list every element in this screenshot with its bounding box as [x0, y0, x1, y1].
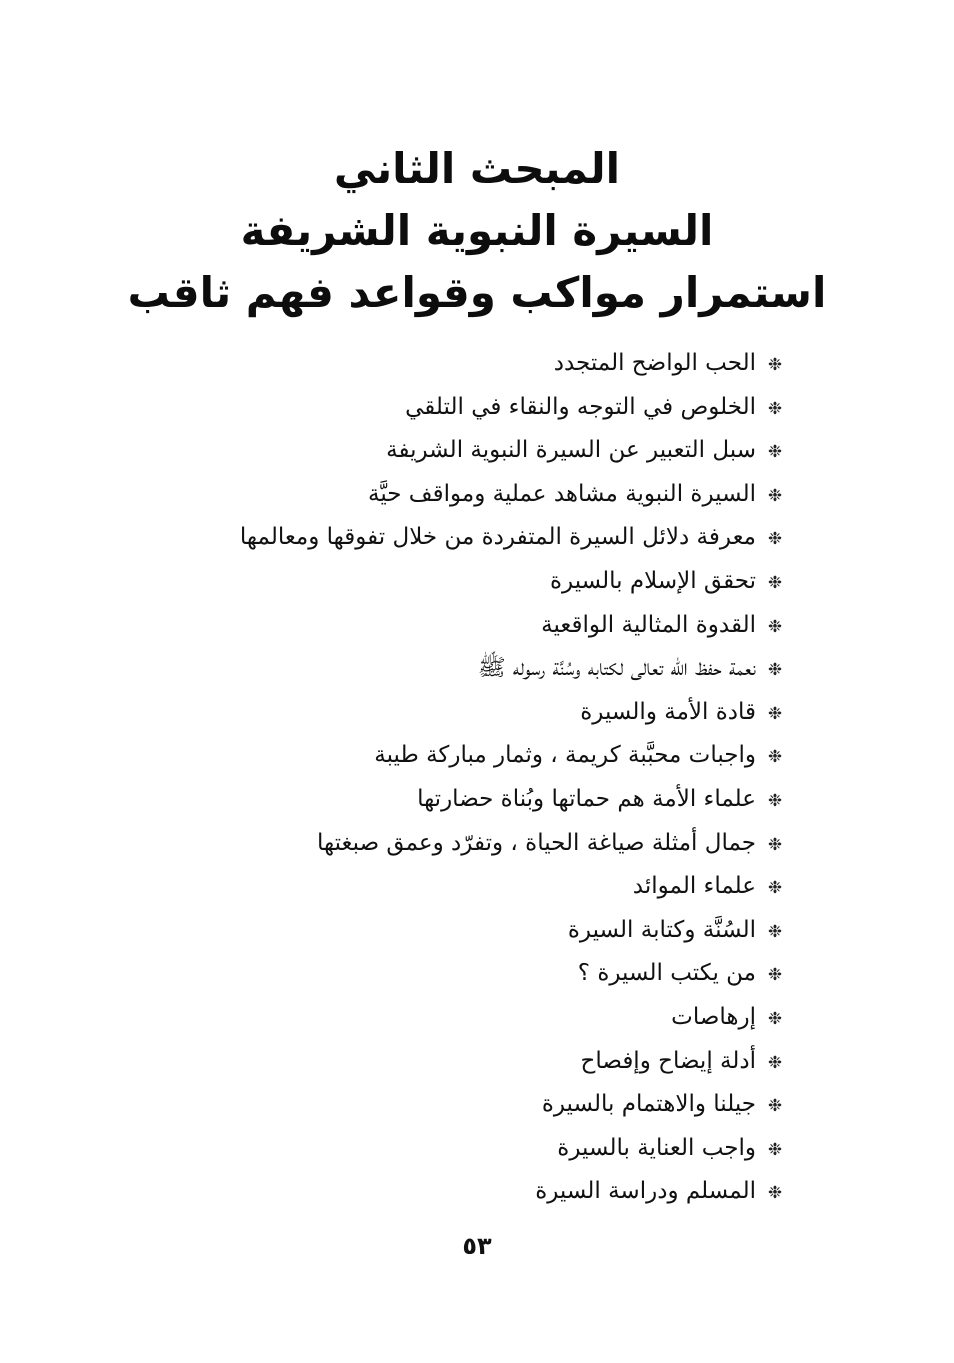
asterism-bullet-icon: ❉	[767, 965, 783, 986]
heading-line-1: المبحث الثاني	[333, 144, 621, 193]
list-item	[166, 473, 786, 517]
asterism-bullet-icon: ❉	[767, 1183, 783, 1204]
list-item	[166, 604, 786, 648]
list-item-text: واجب العناية بالسيرة	[557, 1134, 756, 1161]
asterism-bullet-icon: ❉	[767, 878, 783, 899]
heading-line-2: السيرة النبوية الشريفة	[240, 206, 714, 255]
list-item-text: الخلوص في التوجه والنقاء في التلقي	[405, 393, 756, 420]
asterism-bullet-icon: ❉	[767, 1052, 783, 1073]
list-item-text: جيلنا والاهتمام بالسيرة	[541, 1091, 756, 1118]
list-item	[166, 734, 786, 778]
asterism-bullet-icon: ❉	[767, 921, 783, 942]
list-item	[166, 865, 786, 909]
list-item-text: معرفة دلائل السيرة المتفردة من خلال تفوقها ومعالمها	[239, 524, 756, 551]
chapter-heading	[0, 138, 954, 324]
asterism-bullet-icon: ❉	[767, 1139, 783, 1160]
list-item-text: الحب الواضح المتجدد	[553, 350, 756, 376]
list-item-text: السُنَّة وكتابة السيرة	[567, 916, 756, 943]
asterism-bullet-icon: ❉	[767, 1096, 783, 1117]
asterism-bullet-icon: ❉	[767, 529, 783, 550]
list-item-text: إرهاصات	[671, 1003, 756, 1030]
asterism-bullet-icon: ❉	[767, 616, 783, 637]
list-item	[166, 909, 786, 953]
asterism-bullet-icon: ❉	[767, 660, 783, 681]
list-item-text: علماء الموائد	[632, 873, 756, 900]
list-item	[166, 1040, 786, 1084]
list-item-text: قادة الأمة والسيرة	[580, 698, 756, 725]
asterism-bullet-icon: ❉	[767, 790, 783, 811]
list-item	[166, 429, 786, 473]
list-item-text: أدلة إيضاح وإفصاح	[580, 1047, 756, 1074]
list-item	[166, 560, 786, 604]
asterism-bullet-icon: ❉	[767, 572, 783, 593]
list-item	[166, 516, 786, 560]
asterism-bullet-icon: ❉	[767, 355, 783, 375]
list-item	[166, 1083, 786, 1127]
asterism-bullet-icon: ❉	[767, 747, 783, 768]
list-item-text: سبل التعبير عن السيرة النبوية الشريفة	[386, 437, 756, 464]
heading-line-3: استمرار مواكب وقواعد فهم ثاقب	[127, 268, 827, 317]
list-item-text: علماء الأمة هم حماتها وبُناة حضارتها	[417, 785, 756, 812]
asterism-bullet-icon: ❉	[767, 1008, 783, 1029]
list-item-text: تحقق الإسلام بالسيرة	[549, 567, 756, 594]
list-item	[166, 342, 786, 386]
list-item	[166, 386, 786, 430]
asterism-bullet-icon: ❉	[767, 485, 783, 506]
list-item	[166, 996, 786, 1040]
asterism-bullet-icon: ❉	[767, 703, 783, 724]
asterism-bullet-icon: ❉	[767, 834, 783, 855]
asterism-bullet-icon: ❉	[767, 442, 783, 463]
asterism-bullet-icon: ❉	[767, 398, 783, 419]
list-item	[166, 647, 786, 691]
list-item-text: المسلم ودراسة السيرة	[535, 1178, 756, 1205]
list-item	[166, 1170, 786, 1214]
list-item-text: من يكتب السيرة ؟	[577, 960, 756, 987]
list-item-text: السيرة النبوية مشاهد عملية ومواقف حيَّة	[368, 480, 756, 507]
list-item-text: جمال أمثلة صياغة الحياة ، وتفرّد وعمق صبغتها	[316, 829, 756, 856]
list-item	[166, 952, 786, 996]
list-item	[166, 822, 786, 866]
list-item	[166, 1127, 786, 1171]
list-item-text: واجبات محبَّبة كريمة ، وثمار مباركة طيبة	[374, 742, 756, 769]
list-item-text: القدوة المثالية الواقعية	[541, 611, 756, 638]
list-item-text: نعمة حفظ الله تعالى لكتابه وسُنَّة رسوله ﷺ	[477, 655, 756, 682]
list-item	[166, 778, 786, 822]
list-item	[166, 691, 786, 735]
topics-list	[166, 342, 786, 1214]
page-number: ٥٣	[462, 1232, 492, 1260]
